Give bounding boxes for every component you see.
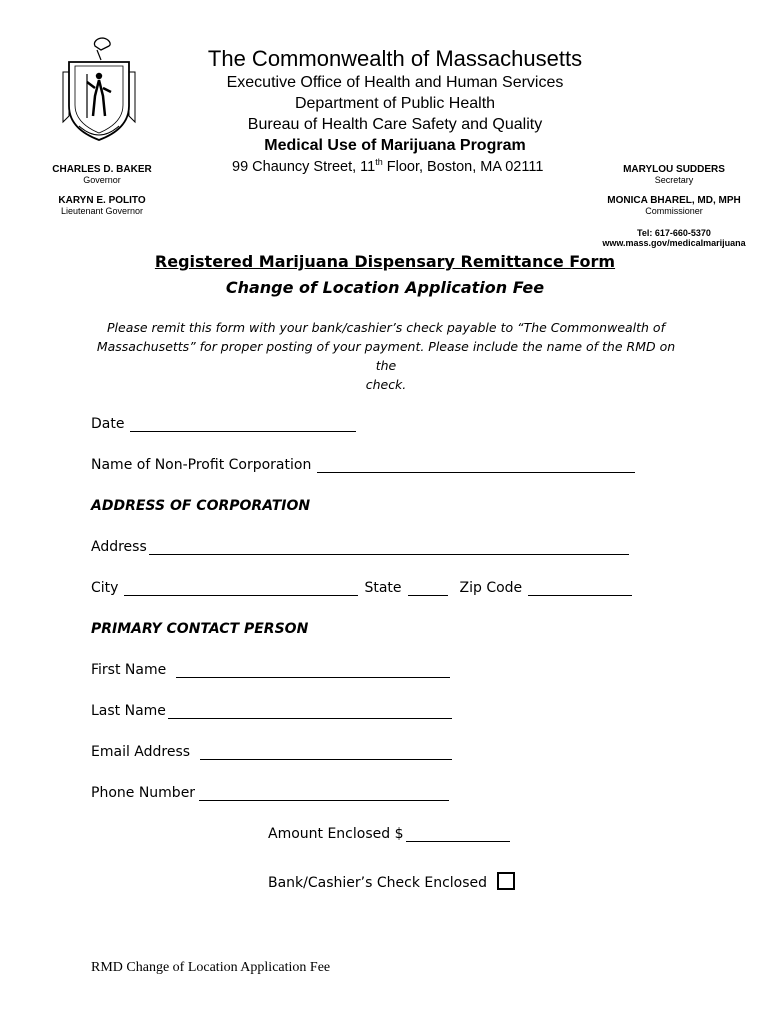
check-enclosed-label: Bank/Cashier’s Check Enclosed [268,875,488,891]
city-label: City [91,580,119,596]
office-name: Executive Office of Health and Human Services [226,74,564,91]
address-label: Address [91,539,147,555]
form-subtitle: Change of Location Application Fee [225,278,545,297]
state-line[interactable] [408,581,448,596]
address-field[interactable] [91,539,629,555]
first-name-label: First Name [91,662,167,678]
governor-role: Governor [83,175,121,185]
secretary-name: MARYLOU SUDDERS [623,164,725,175]
contact-tel: Tel: 617-660-5370 [637,228,711,238]
form-title: Registered Marijuana Dispensary Remittance Form [154,252,616,271]
state-label: State [364,580,402,596]
city-line[interactable] [124,581,358,596]
office-address: 99 Chauncy Street, 11th Floor, Boston, MA 02111 [232,157,544,175]
governor-name: CHARLES D. BAKER [52,164,152,175]
last-name-line[interactable] [168,704,452,719]
secretary-block [594,164,754,185]
amount-label: Amount Enclosed $ [268,826,404,842]
corp-name-label: Name of Non-Profit Corporation [91,457,312,473]
bureau-name: Bureau of Health Care Safety and Quality [247,116,543,133]
city-state-zip-row [91,580,632,596]
commissioner-block [594,195,754,216]
email-line[interactable] [200,745,452,760]
department-name: Department of Public Health [294,95,496,112]
address-section-heading: ADDRESS OF CORPORATION [91,498,311,514]
contact-section-heading: PRIMARY CONTACT PERSON [91,621,309,637]
address-line[interactable] [149,540,629,555]
program-name: Medical Use of Marijuana Program [264,137,526,154]
lt-governor-role: Lieutenant Governor [60,206,144,216]
email-label: Email Address [91,744,191,760]
last-name-label: Last Name [91,703,166,719]
footer-text: RMD Change of Location Application Fee [91,960,331,975]
secretary-role: Secretary [654,175,694,185]
commissioner-role: Commissioner [645,206,703,216]
massachusetts-seal-icon [57,36,141,148]
contact-web[interactable]: www.mass.gov/medicalmarijuana [602,238,746,248]
corp-name-line[interactable] [317,458,635,473]
commissioner-name: MONICA BHAREL, MD, MPH [607,195,741,206]
instructions: Please remit this form with your bank/cashier’s check payable to “The Commonwealth of Massachusetts” for proper posting of your payment. Please include the name of the RMD on the check. [96,320,676,392]
governor-block [40,164,164,185]
amount-field[interactable] [268,826,510,842]
lt-governor-block [40,195,164,216]
phone-label: Phone Number [91,785,196,801]
zip-label: Zip Code [459,580,523,596]
lt-governor-name: KARYN E. POLITO [58,195,146,206]
date-label: Date [91,416,125,432]
amount-line[interactable] [406,827,510,842]
commonwealth-title: The Commonwealth of Massachusetts [207,46,583,71]
email-field[interactable] [91,744,452,760]
phone-field[interactable] [91,785,449,801]
phone-line[interactable] [199,786,449,801]
date-line[interactable] [130,417,356,432]
check-enclosed-field[interactable] [268,872,515,891]
date-field[interactable] [91,416,356,432]
contact-block [574,228,770,248]
first-name-line[interactable] [176,663,450,678]
corp-name-field[interactable] [91,457,635,473]
last-name-field[interactable] [91,703,452,719]
check-enclosed-checkbox[interactable] [497,872,515,890]
first-name-field[interactable] [91,662,450,678]
zip-line[interactable] [528,581,632,596]
